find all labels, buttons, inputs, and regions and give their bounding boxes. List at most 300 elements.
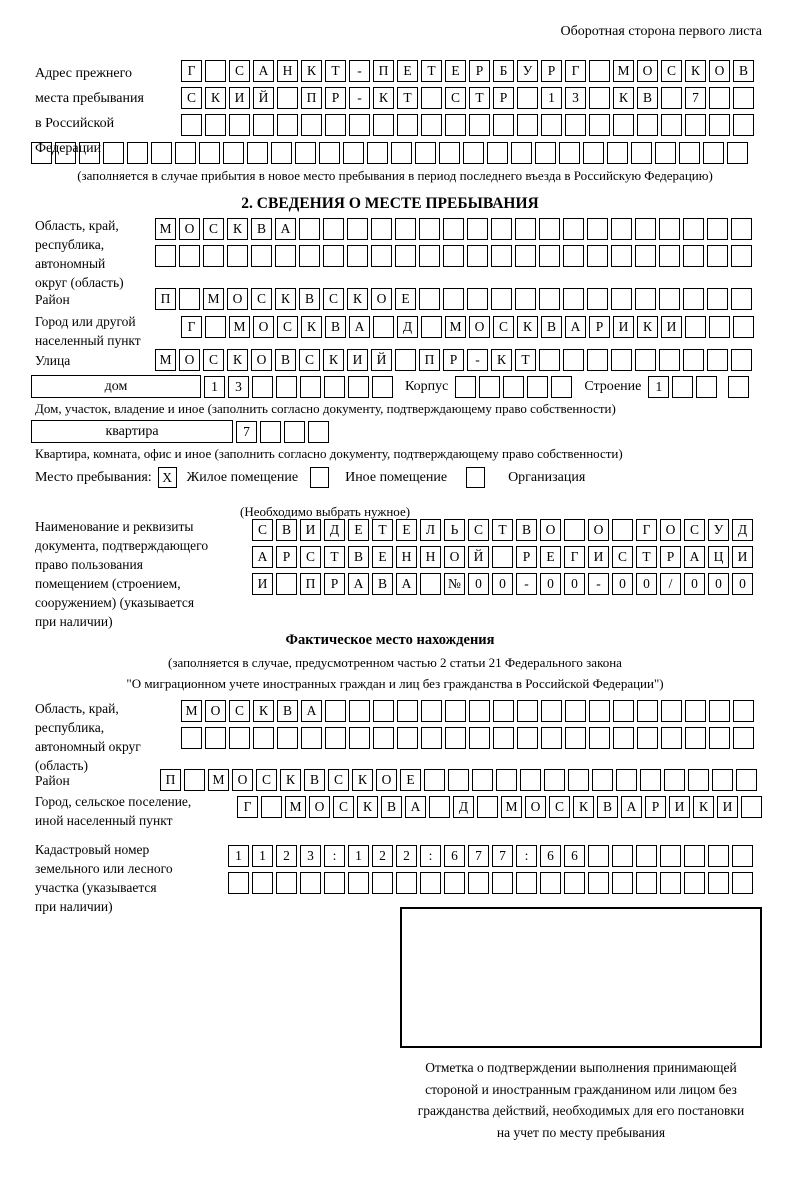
char-cell[interactable] bbox=[477, 796, 498, 818]
char-cell[interactable] bbox=[660, 845, 681, 867]
char-cell[interactable]: М bbox=[613, 60, 634, 82]
char-cell[interactable]: - bbox=[467, 349, 488, 371]
char-cell[interactable] bbox=[469, 700, 490, 722]
char-cell[interactable] bbox=[299, 218, 320, 240]
char-cell[interactable] bbox=[736, 769, 757, 791]
char-cell[interactable] bbox=[515, 218, 536, 240]
char-cell[interactable]: 1 bbox=[648, 376, 669, 398]
char-cell[interactable] bbox=[563, 349, 584, 371]
char-cell[interactable]: П bbox=[419, 349, 440, 371]
char-cell[interactable]: М bbox=[203, 288, 224, 310]
char-cell[interactable]: О bbox=[371, 288, 392, 310]
char-cell[interactable] bbox=[419, 288, 440, 310]
char-cell[interactable] bbox=[348, 376, 369, 398]
char-cell[interactable] bbox=[683, 288, 704, 310]
char-cell[interactable] bbox=[683, 245, 704, 267]
char-cell[interactable] bbox=[319, 142, 340, 164]
char-cell[interactable]: Г bbox=[564, 546, 585, 568]
char-cell[interactable] bbox=[228, 872, 249, 894]
char-cell[interactable]: 1 bbox=[228, 845, 249, 867]
char-cell[interactable] bbox=[661, 700, 682, 722]
char-cell[interactable] bbox=[199, 142, 220, 164]
char-cell[interactable] bbox=[517, 87, 538, 109]
char-cell[interactable] bbox=[503, 376, 524, 398]
char-cell[interactable] bbox=[295, 142, 316, 164]
char-cell[interactable]: Р bbox=[516, 546, 537, 568]
char-cell[interactable] bbox=[588, 872, 609, 894]
char-cell[interactable]: 0 bbox=[492, 573, 513, 595]
char-cell[interactable]: Е bbox=[445, 60, 466, 82]
char-cell[interactable] bbox=[325, 727, 346, 749]
char-cell[interactable] bbox=[439, 142, 460, 164]
char-cell[interactable]: Р bbox=[324, 573, 345, 595]
char-cell[interactable] bbox=[487, 142, 508, 164]
char-cell[interactable]: Т bbox=[515, 349, 536, 371]
char-cell[interactable]: С bbox=[549, 796, 570, 818]
char-cell[interactable] bbox=[588, 845, 609, 867]
char-cell[interactable] bbox=[284, 421, 305, 443]
char-cell[interactable]: Г bbox=[181, 60, 202, 82]
char-cell[interactable] bbox=[372, 376, 393, 398]
char-cell[interactable] bbox=[463, 142, 484, 164]
char-cell[interactable] bbox=[635, 245, 656, 267]
char-cell[interactable]: В bbox=[372, 573, 393, 595]
char-cell[interactable]: О bbox=[253, 316, 274, 338]
char-cell[interactable]: - bbox=[516, 573, 537, 595]
char-cell[interactable] bbox=[535, 142, 556, 164]
char-cell[interactable]: С bbox=[328, 769, 349, 791]
char-cell[interactable] bbox=[515, 288, 536, 310]
char-cell[interactable]: А bbox=[396, 573, 417, 595]
char-cell[interactable] bbox=[688, 769, 709, 791]
char-cell[interactable]: 0 bbox=[708, 573, 729, 595]
char-cell[interactable]: В bbox=[733, 60, 754, 82]
char-cell[interactable] bbox=[733, 727, 754, 749]
char-cell[interactable]: Т bbox=[324, 546, 345, 568]
char-cell[interactable] bbox=[373, 700, 394, 722]
char-cell[interactable] bbox=[732, 872, 753, 894]
char-cell[interactable] bbox=[539, 349, 560, 371]
char-cell[interactable]: В bbox=[276, 519, 297, 541]
char-cell[interactable] bbox=[300, 872, 321, 894]
char-cell[interactable]: С bbox=[684, 519, 705, 541]
char-cell[interactable] bbox=[637, 727, 658, 749]
char-cell[interactable]: С bbox=[181, 87, 202, 109]
char-cell[interactable]: М bbox=[445, 316, 466, 338]
char-cell[interactable]: К bbox=[280, 769, 301, 791]
char-cell[interactable]: 7 bbox=[468, 845, 489, 867]
char-cell[interactable]: К bbox=[205, 87, 226, 109]
char-cell[interactable]: Н bbox=[277, 60, 298, 82]
char-cell[interactable] bbox=[541, 700, 562, 722]
char-cell[interactable] bbox=[349, 727, 370, 749]
char-cell[interactable]: Т bbox=[421, 60, 442, 82]
char-cell[interactable]: : bbox=[420, 845, 441, 867]
char-cell[interactable] bbox=[733, 316, 754, 338]
char-cell[interactable] bbox=[659, 349, 680, 371]
char-cell[interactable] bbox=[261, 796, 282, 818]
char-cell[interactable]: К bbox=[227, 349, 248, 371]
char-cell[interactable]: 3 bbox=[228, 376, 249, 398]
char-cell[interactable] bbox=[684, 845, 705, 867]
char-cell[interactable]: 1 bbox=[541, 87, 562, 109]
char-cell[interactable] bbox=[637, 114, 658, 136]
char-cell[interactable] bbox=[479, 376, 500, 398]
char-cell[interactable] bbox=[520, 769, 541, 791]
char-cell[interactable]: 2 bbox=[372, 845, 393, 867]
char-cell[interactable]: 7 bbox=[492, 845, 513, 867]
char-cell[interactable] bbox=[589, 60, 610, 82]
char-cell[interactable] bbox=[612, 872, 633, 894]
char-cell[interactable] bbox=[568, 769, 589, 791]
char-cell[interactable] bbox=[395, 245, 416, 267]
char-cell[interactable] bbox=[253, 114, 274, 136]
char-cell[interactable] bbox=[372, 872, 393, 894]
char-cell[interactable]: И bbox=[588, 546, 609, 568]
char-cell[interactable]: С bbox=[299, 349, 320, 371]
char-cell[interactable] bbox=[683, 349, 704, 371]
char-cell[interactable] bbox=[655, 142, 676, 164]
char-cell[interactable]: К bbox=[573, 796, 594, 818]
char-cell[interactable]: 0 bbox=[612, 573, 633, 595]
char-cell[interactable]: Г bbox=[237, 796, 258, 818]
char-cell[interactable]: К bbox=[613, 87, 634, 109]
char-cell[interactable] bbox=[445, 727, 466, 749]
char-cell[interactable]: В bbox=[325, 316, 346, 338]
char-cell[interactable] bbox=[443, 218, 464, 240]
char-cell[interactable] bbox=[325, 114, 346, 136]
char-cell[interactable] bbox=[227, 245, 248, 267]
char-cell[interactable] bbox=[184, 769, 205, 791]
char-cell[interactable] bbox=[493, 114, 514, 136]
char-cell[interactable] bbox=[589, 114, 610, 136]
char-cell[interactable] bbox=[205, 316, 226, 338]
char-cell[interactable] bbox=[223, 142, 244, 164]
char-cell[interactable]: Г bbox=[565, 60, 586, 82]
char-cell[interactable]: 0 bbox=[540, 573, 561, 595]
char-cell[interactable] bbox=[349, 114, 370, 136]
char-cell[interactable]: С bbox=[252, 519, 273, 541]
char-cell[interactable] bbox=[395, 349, 416, 371]
char-cell[interactable] bbox=[612, 519, 633, 541]
char-cell[interactable] bbox=[640, 769, 661, 791]
char-cell[interactable] bbox=[635, 349, 656, 371]
char-cell[interactable]: 7 bbox=[685, 87, 706, 109]
char-cell[interactable]: И bbox=[300, 519, 321, 541]
char-cell[interactable]: С bbox=[468, 519, 489, 541]
char-cell[interactable]: С bbox=[229, 700, 250, 722]
char-cell[interactable] bbox=[469, 114, 490, 136]
char-cell[interactable] bbox=[589, 727, 610, 749]
char-cell[interactable]: 3 bbox=[300, 845, 321, 867]
char-cell[interactable]: Г bbox=[636, 519, 657, 541]
char-cell[interactable] bbox=[371, 218, 392, 240]
char-cell[interactable] bbox=[611, 288, 632, 310]
char-cell[interactable] bbox=[179, 245, 200, 267]
residence-checkbox-organization[interactable] bbox=[466, 467, 485, 488]
char-cell[interactable]: Й bbox=[371, 349, 392, 371]
char-cell[interactable]: С bbox=[661, 60, 682, 82]
char-cell[interactable]: Р bbox=[325, 87, 346, 109]
char-cell[interactable]: Н bbox=[396, 546, 417, 568]
char-cell[interactable]: Н bbox=[420, 546, 441, 568]
char-cell[interactable]: Р bbox=[645, 796, 666, 818]
char-cell[interactable] bbox=[731, 349, 752, 371]
char-cell[interactable]: В bbox=[597, 796, 618, 818]
char-cell[interactable]: Ь bbox=[444, 519, 465, 541]
char-cell[interactable]: О bbox=[525, 796, 546, 818]
char-cell[interactable]: Т bbox=[372, 519, 393, 541]
char-cell[interactable] bbox=[517, 700, 538, 722]
char-cell[interactable]: О bbox=[179, 349, 200, 371]
char-cell[interactable]: В bbox=[275, 349, 296, 371]
char-cell[interactable] bbox=[421, 727, 442, 749]
char-cell[interactable]: С bbox=[300, 546, 321, 568]
char-cell[interactable] bbox=[493, 727, 514, 749]
char-cell[interactable]: К bbox=[301, 316, 322, 338]
char-cell[interactable] bbox=[544, 769, 565, 791]
char-cell[interactable] bbox=[155, 245, 176, 267]
char-cell[interactable] bbox=[563, 288, 584, 310]
char-cell[interactable]: Ц bbox=[708, 546, 729, 568]
char-cell[interactable] bbox=[127, 142, 148, 164]
char-cell[interactable]: И bbox=[347, 349, 368, 371]
char-cell[interactable] bbox=[419, 218, 440, 240]
char-cell[interactable] bbox=[420, 573, 441, 595]
char-cell[interactable]: - bbox=[349, 60, 370, 82]
char-cell[interactable]: - bbox=[588, 573, 609, 595]
char-cell[interactable]: Д bbox=[397, 316, 418, 338]
char-cell[interactable] bbox=[373, 114, 394, 136]
char-cell[interactable]: А bbox=[301, 700, 322, 722]
char-cell[interactable] bbox=[727, 142, 748, 164]
char-cell[interactable] bbox=[589, 87, 610, 109]
char-cell[interactable] bbox=[349, 700, 370, 722]
char-cell[interactable] bbox=[616, 769, 637, 791]
char-cell[interactable] bbox=[712, 769, 733, 791]
char-cell[interactable] bbox=[373, 727, 394, 749]
char-cell[interactable] bbox=[252, 376, 273, 398]
char-cell[interactable]: Л bbox=[420, 519, 441, 541]
char-cell[interactable]: Р bbox=[589, 316, 610, 338]
char-cell[interactable] bbox=[685, 727, 706, 749]
char-cell[interactable]: М bbox=[285, 796, 306, 818]
char-cell[interactable] bbox=[445, 114, 466, 136]
char-cell[interactable] bbox=[420, 872, 441, 894]
char-cell[interactable]: О bbox=[540, 519, 561, 541]
char-cell[interactable]: Е bbox=[400, 769, 421, 791]
char-cell[interactable] bbox=[589, 700, 610, 722]
char-cell[interactable] bbox=[395, 218, 416, 240]
char-cell[interactable] bbox=[551, 376, 572, 398]
char-cell[interactable] bbox=[443, 245, 464, 267]
char-cell[interactable] bbox=[175, 142, 196, 164]
char-cell[interactable]: К bbox=[352, 769, 373, 791]
char-cell[interactable]: С bbox=[256, 769, 277, 791]
char-cell[interactable]: К bbox=[517, 316, 538, 338]
char-cell[interactable] bbox=[275, 245, 296, 267]
char-cell[interactable] bbox=[541, 114, 562, 136]
char-cell[interactable] bbox=[683, 218, 704, 240]
char-cell[interactable]: О bbox=[376, 769, 397, 791]
char-cell[interactable]: 0 bbox=[684, 573, 705, 595]
char-cell[interactable] bbox=[151, 142, 172, 164]
char-cell[interactable] bbox=[229, 727, 250, 749]
char-cell[interactable]: А bbox=[621, 796, 642, 818]
char-cell[interactable]: П bbox=[155, 288, 176, 310]
char-cell[interactable] bbox=[565, 700, 586, 722]
char-cell[interactable]: М bbox=[155, 218, 176, 240]
char-cell[interactable] bbox=[707, 218, 728, 240]
char-cell[interactable]: В bbox=[277, 700, 298, 722]
char-cell[interactable] bbox=[444, 872, 465, 894]
char-cell[interactable]: Г bbox=[181, 316, 202, 338]
char-cell[interactable] bbox=[492, 546, 513, 568]
char-cell[interactable]: О bbox=[251, 349, 272, 371]
char-cell[interactable] bbox=[181, 727, 202, 749]
char-cell[interactable] bbox=[731, 288, 752, 310]
char-cell[interactable] bbox=[468, 872, 489, 894]
char-cell[interactable] bbox=[539, 245, 560, 267]
char-cell[interactable] bbox=[583, 142, 604, 164]
char-cell[interactable] bbox=[541, 727, 562, 749]
char-cell[interactable] bbox=[277, 727, 298, 749]
char-cell[interactable] bbox=[587, 288, 608, 310]
char-cell[interactable]: М bbox=[208, 769, 229, 791]
char-cell[interactable] bbox=[445, 700, 466, 722]
char-cell[interactable] bbox=[467, 245, 488, 267]
char-cell[interactable]: К bbox=[693, 796, 714, 818]
char-cell[interactable]: О bbox=[444, 546, 465, 568]
char-cell[interactable]: С bbox=[445, 87, 466, 109]
char-cell[interactable] bbox=[672, 376, 693, 398]
char-cell[interactable]: 7 bbox=[236, 421, 257, 443]
char-cell[interactable] bbox=[300, 376, 321, 398]
char-cell[interactable] bbox=[527, 376, 548, 398]
char-cell[interactable] bbox=[613, 727, 634, 749]
char-cell[interactable] bbox=[732, 845, 753, 867]
char-cell[interactable]: С bbox=[612, 546, 633, 568]
char-cell[interactable]: 2 bbox=[396, 845, 417, 867]
char-cell[interactable]: К bbox=[301, 60, 322, 82]
char-cell[interactable] bbox=[709, 700, 730, 722]
char-cell[interactable] bbox=[611, 245, 632, 267]
char-cell[interactable] bbox=[347, 218, 368, 240]
char-cell[interactable] bbox=[707, 349, 728, 371]
residence-checkbox-other[interactable] bbox=[310, 467, 329, 488]
char-cell[interactable]: О bbox=[227, 288, 248, 310]
char-cell[interactable]: О bbox=[205, 700, 226, 722]
char-cell[interactable]: 0 bbox=[636, 573, 657, 595]
char-cell[interactable] bbox=[587, 245, 608, 267]
char-cell[interactable] bbox=[31, 142, 52, 164]
char-cell[interactable]: Р bbox=[469, 60, 490, 82]
char-cell[interactable]: С bbox=[203, 218, 224, 240]
char-cell[interactable]: Е bbox=[372, 546, 393, 568]
char-cell[interactable] bbox=[301, 114, 322, 136]
char-cell[interactable]: О bbox=[232, 769, 253, 791]
char-cell[interactable] bbox=[348, 872, 369, 894]
char-cell[interactable] bbox=[276, 376, 297, 398]
char-cell[interactable]: О bbox=[588, 519, 609, 541]
char-cell[interactable] bbox=[205, 60, 226, 82]
char-cell[interactable]: А bbox=[253, 60, 274, 82]
char-cell[interactable] bbox=[516, 872, 537, 894]
char-cell[interactable]: В bbox=[637, 87, 658, 109]
char-cell[interactable] bbox=[661, 727, 682, 749]
char-cell[interactable]: Б bbox=[493, 60, 514, 82]
char-cell[interactable]: 0 bbox=[564, 573, 585, 595]
char-cell[interactable] bbox=[396, 872, 417, 894]
char-cell[interactable]: Е bbox=[540, 546, 561, 568]
char-cell[interactable] bbox=[103, 142, 124, 164]
char-cell[interactable] bbox=[443, 288, 464, 310]
char-cell[interactable] bbox=[540, 872, 561, 894]
char-cell[interactable]: 1 bbox=[204, 376, 225, 398]
char-cell[interactable]: - bbox=[349, 87, 370, 109]
char-cell[interactable] bbox=[421, 87, 442, 109]
char-cell[interactable] bbox=[491, 218, 512, 240]
char-cell[interactable]: С bbox=[203, 349, 224, 371]
char-cell[interactable]: 2 bbox=[276, 845, 297, 867]
char-cell[interactable]: С bbox=[333, 796, 354, 818]
char-cell[interactable] bbox=[707, 288, 728, 310]
char-cell[interactable]: К bbox=[637, 316, 658, 338]
char-cell[interactable]: М bbox=[229, 316, 250, 338]
char-cell[interactable] bbox=[728, 376, 749, 398]
char-cell[interactable] bbox=[467, 288, 488, 310]
char-cell[interactable] bbox=[661, 114, 682, 136]
char-cell[interactable] bbox=[636, 872, 657, 894]
char-cell[interactable] bbox=[496, 769, 517, 791]
char-cell[interactable] bbox=[696, 376, 717, 398]
char-cell[interactable]: К bbox=[357, 796, 378, 818]
char-cell[interactable] bbox=[613, 700, 634, 722]
char-cell[interactable]: И bbox=[229, 87, 250, 109]
char-cell[interactable] bbox=[299, 245, 320, 267]
char-cell[interactable] bbox=[397, 727, 418, 749]
char-cell[interactable] bbox=[424, 769, 445, 791]
char-cell[interactable]: И bbox=[613, 316, 634, 338]
char-cell[interactable] bbox=[448, 769, 469, 791]
char-cell[interactable] bbox=[429, 796, 450, 818]
char-cell[interactable] bbox=[491, 245, 512, 267]
char-cell[interactable] bbox=[587, 349, 608, 371]
char-cell[interactable] bbox=[636, 845, 657, 867]
char-cell[interactable]: К bbox=[685, 60, 706, 82]
char-cell[interactable]: 3 bbox=[565, 87, 586, 109]
char-cell[interactable] bbox=[709, 87, 730, 109]
char-cell[interactable] bbox=[563, 245, 584, 267]
char-cell[interactable]: 6 bbox=[444, 845, 465, 867]
char-cell[interactable] bbox=[733, 87, 754, 109]
char-cell[interactable] bbox=[421, 316, 442, 338]
char-cell[interactable]: А bbox=[275, 218, 296, 240]
char-cell[interactable] bbox=[203, 245, 224, 267]
residence-checkbox-dwelling[interactable]: X bbox=[158, 467, 177, 488]
char-cell[interactable] bbox=[324, 376, 345, 398]
char-cell[interactable] bbox=[373, 316, 394, 338]
char-cell[interactable]: Й bbox=[468, 546, 489, 568]
char-cell[interactable] bbox=[731, 245, 752, 267]
char-cell[interactable]: П bbox=[160, 769, 181, 791]
char-cell[interactable] bbox=[229, 114, 250, 136]
char-cell[interactable]: Е bbox=[397, 60, 418, 82]
char-cell[interactable] bbox=[708, 872, 729, 894]
char-cell[interactable] bbox=[679, 142, 700, 164]
char-cell[interactable]: П bbox=[301, 87, 322, 109]
char-cell[interactable] bbox=[709, 316, 730, 338]
